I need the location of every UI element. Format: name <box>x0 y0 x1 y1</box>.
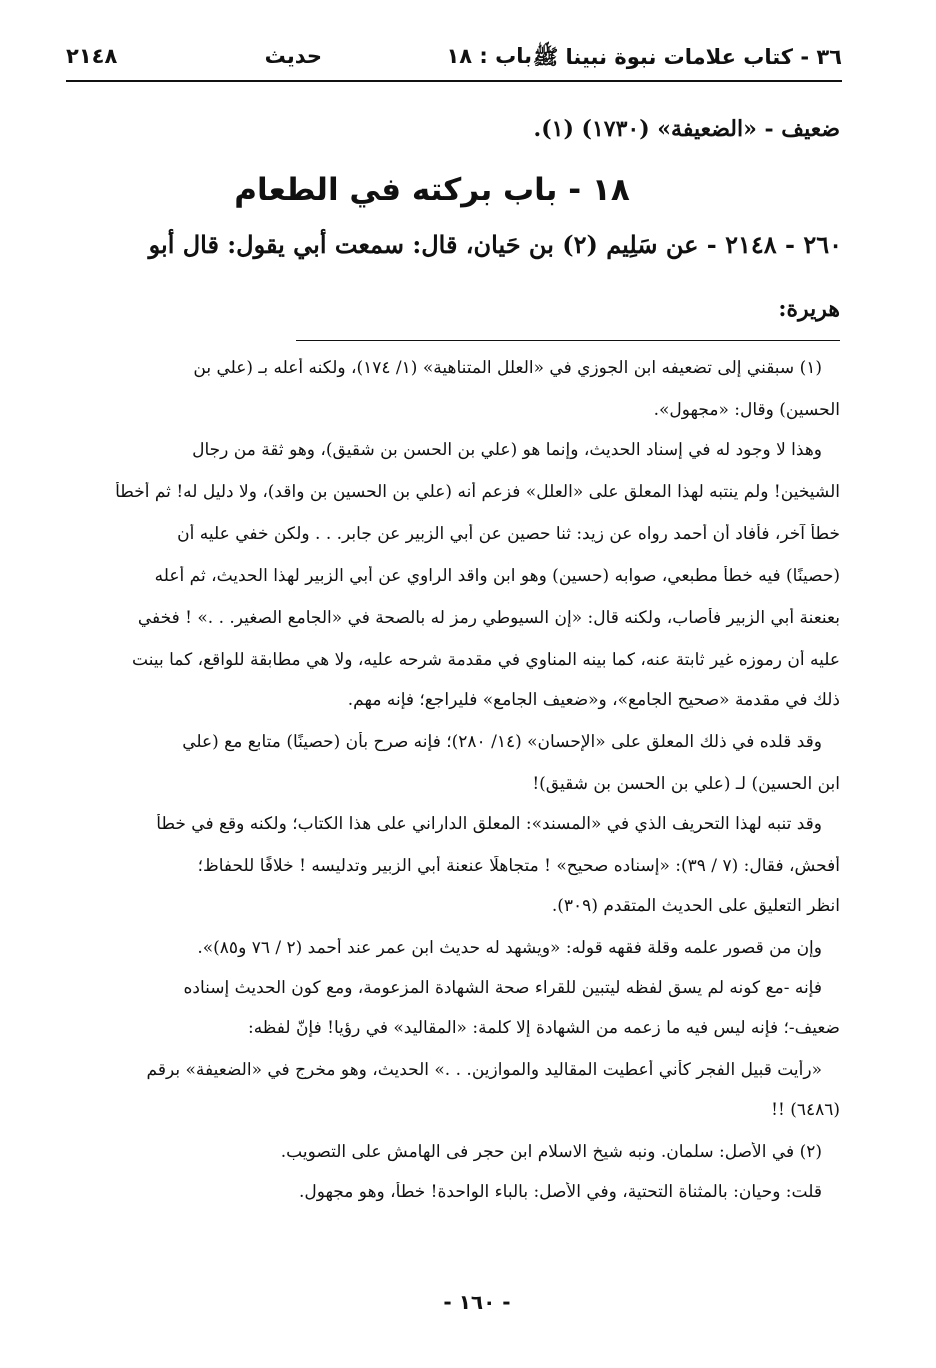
footnote-line: ضعيف-؛ فإنه ليس فيه ما زعمه من الشهادة إلا كلمة: «المقاليد» في رؤيا! فإنّ لفظه: <box>247 1018 840 1038</box>
footnote-line: وهذا لا وجود له في إسناد الحديث، وإنما هو (علي بن الحسن بن شقيق)، وهو ثقة من رجال <box>192 440 822 460</box>
footnote-line: (١) سبقني إلى تضعيفه ابن الجوزي في «العلل المتناهية» (١/ ١٧٤)، ولكنه أعله بـ (علي بن <box>193 358 822 378</box>
running-header <box>66 38 842 78</box>
footnote-line: (حصينًا) فيه خطأ مطبعي، صوابه (حسين) وهو ابن واقد الراوي عن أبي الزبير لهذا الحديث، ثم أعله <box>154 566 840 586</box>
header-divider <box>66 80 842 82</box>
footnote-line: قلت: وحيان: بالمثناة التحتية، وفي الأصل: بالباء الواحدة! خطأ، وهو مجهول. <box>298 1182 822 1202</box>
header-book-title: ٣٦ - كتاب علامات نبوة نبينا ﷺ <box>532 45 842 69</box>
footnote-line: «رأيت قبيل الفجر كأني أعطيت المقاليد والموازين. . .» الحديث، وهو مخرج في «الضعيفة» برقم <box>146 1060 822 1080</box>
footnote-line: الحسين) وقال: «مجهول». <box>653 400 840 420</box>
footnote-line: ابن الحسين) لـ (علي بن الحسن بن شقيق)! <box>532 774 840 794</box>
footnote-line: وقد قلده في ذلك المعلق على «الإحسان» (١٤/ ٢٨٠)؛ فإنه صرح بأن (حصينًا) متابع مع (علي <box>182 732 822 752</box>
header-hadith-number: ٢١٤٨ <box>66 44 118 68</box>
footnote-line: الشيخين! ولم ينتبه لهذا المعلق على «العلل» فزعم أنه (علي بن الحسين بن واقد)، ولا دليل له! ثم أخطأ <box>115 482 840 502</box>
hadith-text-continuation: هريرة: <box>778 296 840 322</box>
page-number: - ١٦٠ - <box>443 1290 511 1314</box>
hadith-text-line: ٢٦٠ - ٢١٤٨ - عن سَلِيم (٢) بن حَيان، قال: سمعت أبي يقول: قال أبو <box>148 230 842 259</box>
footnote-line: وإن من قصور علمه وقلة فقهه قوله: «ويشهد له حديث ابن عمر عند أحمد (٢ / ٧٦ و٨٥)». <box>197 938 822 958</box>
footnote-line: (٦٤٨٦) !! <box>771 1100 840 1120</box>
footnote-line: بعنعنة أبي الزبير فأصاب، ولكنه قال: «إن السيوطي رمز له بالصحة في «الجامع الصغير. . .» ! فخفي <box>137 608 840 628</box>
footnote-line: انظر التعليق على الحديث المتقدم (٣٠٩). <box>551 896 840 916</box>
footnote-line: أفحش، فقال: (٧ / ٣٩): «إسناده صحيح» ! متجاهلًا عنعنة أبي الزبير وتدليسه ! خلافًا للحفاظ؛ <box>197 856 840 876</box>
footnote-line: ذلك في مقدمة «صحيح الجامع»، و«ضعيف الجامع» فليراجع؛ فإنه مهم. <box>347 690 840 710</box>
footnote-line: (٢) في الأصل: سلمان. ونبه شيخ الاسلام ابن حجر فى الهامش على التصويب. <box>280 1142 822 1162</box>
header-hadith-label: حديث <box>264 44 322 68</box>
footnote-line: عليه أن رموزه غير ثابتة عنه، كما بينه المناوي في مقدمة شرحه عليه، ولا هي مطابقة للواقع، كما بينت <box>132 650 840 670</box>
footnote-line: وقد تنبه لهذا التحريف الذي في «المسند»: المعلق الداراني على هذا الكتاب؛ ولكنه وقع في خطأ <box>156 814 822 834</box>
footnote-line: فإنه -مع كونه لم يسق لفظه ليتبين للقراء صحة الشهادة المزعومة، ومع كون الحديث إسناده <box>183 978 822 998</box>
footnote-divider <box>296 340 840 341</box>
header-chapter-number: باب : ١٨ <box>446 44 532 68</box>
chapter-title: ١٨ - باب بركته في الطعام <box>234 172 630 208</box>
footnote-line: خطأً آخر، فأفاد أن أحمد رواه عن زيد: ثنا حصين عن أبي الزبير عن جابر. . . ولكن خفي عليه أن <box>177 524 840 544</box>
grading-line: ضعيف - «الضعيفة» (١٧٣٠) (١). <box>533 116 840 142</box>
